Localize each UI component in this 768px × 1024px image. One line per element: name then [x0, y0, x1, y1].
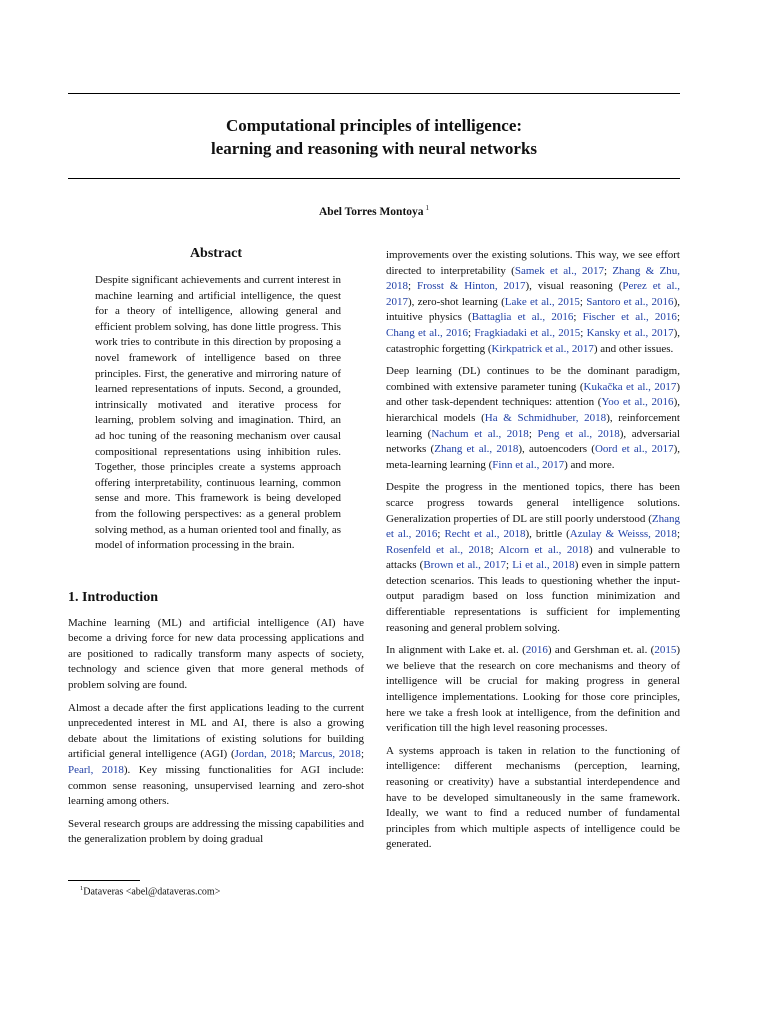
- citation-link[interactable]: Oord et al., 2017: [594, 443, 674, 456]
- citation-link[interactable]: Azulay & Weisss, 2018: [569, 528, 677, 541]
- title-line-1: Computational principles of intelligence:: [225, 116, 523, 135]
- text-run: ), visual reasoning (: [525, 280, 623, 293]
- text-run: ;: [528, 427, 538, 440]
- title-line-2: learning and reasoning with neural networks: [210, 139, 538, 158]
- abstract-text: Despite significant achievements and current interest in machine learning and artificial intelligence, the quest for a theory of intelligence, allowing general and efficient problem solving, has done little progress. This work tries to contribute in this direction by proposing a novel framework of intelligence based on three principles. First, the generative and mirroring nature of learned representations of inputs. Second, a grounded, intrinsically motivated and iterative process for learning, problem solving and imagination. Third, an ad hoc tuning of the reasoning mechanism over causal compositional representations using inhibition rules. Together, those principles create a systems approach offering interpretability, continuous learning, common sense and more. This framework is being developed from the following perspectives: as a general problem solving method, as a human oriented tool and finally, as model of information processing in the brain.: [95, 274, 341, 552]
- citation-link[interactable]: Ha & Schmidhuber, 2018: [484, 411, 607, 424]
- text-run: ), brittle (: [525, 528, 570, 541]
- citation-link[interactable]: Zhang et al., 2018: [434, 443, 519, 456]
- text-run: ). Key missing functionalities for AGI include: common sense reasoning, unsupervised learning and zero-shot learning among others.: [68, 764, 364, 808]
- footnote-mark: 1: [80, 885, 84, 892]
- text-run: In alignment with Lake et. al. (: [386, 644, 526, 657]
- text-run: ;: [437, 528, 445, 541]
- citation-link[interactable]: Lake et al., 2015: [504, 295, 580, 308]
- citation-link[interactable]: Peng et al., 2018: [537, 427, 620, 440]
- text-run: ;: [573, 311, 583, 324]
- right-paragraph-1: [386, 248, 680, 357]
- text-run: ), hierarchical models (: [386, 396, 680, 424]
- citation-link[interactable]: Recht et al., 2018: [444, 528, 526, 541]
- text-run: ) even in simple pattern detection scenarios. This leads to questioning whether the input-output paradigm based on loss function minimization and differentiable representations is sufficient for implementing reasoning and general problem solving.: [386, 559, 681, 634]
- text-run: Almost a decade after the first applications leading to the current unprecedented interest in ML and AI, there is also a growing debate about the limitations of existing solutions for building artificial general intelligence (AGI) (: [68, 701, 364, 761]
- citation-link[interactable]: Chang et al., 2016: [386, 326, 469, 339]
- citation-link[interactable]: 2015: [654, 644, 677, 657]
- left-column: [68, 246, 364, 855]
- text-run: improvements over the existing solutions. This way, we see effort directed to interpretability (: [386, 249, 680, 277]
- title-bottom-rule: [68, 178, 680, 179]
- abstract-heading: Abstract: [189, 246, 243, 261]
- footnote-text: Dataveras <abel@dataveras.com>: [83, 886, 221, 898]
- citation-link[interactable]: Perez et al., 2017: [386, 280, 681, 308]
- text-run: ;: [676, 311, 680, 324]
- text-run: ;: [360, 748, 364, 761]
- text-run: ) and other task-dependent techniques: attention (: [386, 380, 681, 409]
- author-name: Abel Torres Montoya: [318, 205, 424, 218]
- citation-link[interactable]: Alcorn et al., 2018: [498, 543, 589, 556]
- right-paragraph-5: A systems approach is taken in relation to the functioning of intelligence: different mechanisms (perception, learning, reasoning or creativity) have a substantial interdependence and have to be developed simultaneously in the same framework. Ideally, we want to find a reduced number of fundamental principles from which multiple aspects of intelligence could be generated.: [386, 744, 680, 851]
- text-run: ), zero-shot learning (: [408, 295, 505, 308]
- citation-link[interactable]: Zhang & Zhu, 2018: [386, 264, 680, 293]
- right-paragraph-3: [386, 480, 680, 636]
- footnote: [80, 885, 220, 897]
- text-run: ), meta-learning learning (: [386, 443, 681, 471]
- text-run: ;: [676, 528, 680, 541]
- text-run: ;: [603, 264, 613, 277]
- paper-title: [68, 114, 680, 160]
- text-run: ;: [580, 326, 587, 339]
- citation-link[interactable]: Jordan, 2018: [234, 748, 293, 761]
- text-run: ;: [468, 326, 475, 339]
- right-paragraph-2: [386, 364, 680, 473]
- citation-link[interactable]: 2016: [525, 644, 548, 657]
- text-run: ) and other issues.: [593, 342, 674, 355]
- author-footnote-mark: 1: [425, 204, 430, 212]
- citation-link[interactable]: Nachum et al., 2018: [431, 427, 529, 440]
- introduction-heading: 1. Introduction: [68, 589, 158, 605]
- citation-link[interactable]: Kansky et al., 2017: [586, 326, 674, 339]
- citation-link[interactable]: Samek et al., 2017: [514, 264, 604, 277]
- text-run: ), intuitive physics (: [386, 295, 680, 324]
- citation-link[interactable]: Kukačka et al., 2017: [583, 380, 677, 393]
- text-run: ;: [506, 559, 513, 572]
- right-paragraph-4: [386, 643, 680, 737]
- citation-link[interactable]: Brown et al., 2017: [423, 559, 506, 572]
- author-line: [68, 204, 680, 218]
- citation-link[interactable]: Fragkiadaki et al., 2015: [474, 326, 581, 339]
- intro-paragraph-2: [68, 701, 364, 810]
- footnote-rule: [68, 880, 140, 881]
- citation-link[interactable]: Rosenfeld et al., 2018: [386, 543, 491, 556]
- citation-link[interactable]: Li et al., 2018: [512, 559, 575, 572]
- citation-link[interactable]: Santoro et al., 2016: [586, 295, 674, 308]
- text-run: ), reinforcement learning (: [386, 411, 680, 440]
- text-run: ;: [490, 543, 499, 556]
- text-run: ), catastrophic forgetting (: [386, 326, 680, 355]
- citation-link[interactable]: Battaglia et al., 2016: [471, 311, 574, 324]
- text-run: ) and Gershman et. al. (: [547, 644, 655, 657]
- text-run: Deep learning (DL) continues to be the dominant paradigm, combined with extensive parameter tuning (: [386, 365, 680, 393]
- top-rule: [68, 93, 680, 94]
- text-run: ;: [292, 748, 300, 761]
- citation-link[interactable]: Fischer et al., 2016: [582, 311, 677, 324]
- intro-paragraph-1: Machine learning (ML) and artificial intelligence (AI) have become a driving force for new data processing applications and are positioned to radically transform many aspects of society, technology and science given that more general methods of problem solving are found.: [68, 616, 364, 692]
- citation-link[interactable]: Yoo et al., 2016: [601, 396, 674, 409]
- text-run: ) and vulnerable to attacks (: [386, 543, 680, 572]
- text-run: ), autoencoders (: [518, 443, 595, 456]
- citation-link[interactable]: Marcus, 2018: [299, 748, 361, 761]
- citation-link[interactable]: Frosst & Hinton, 2017: [416, 280, 526, 293]
- text-run: Despite the progress in the mentioned topics, there has been scarce progress towards general intelligence solutions. Generalization properties of DL are still poorly understood (: [386, 481, 680, 525]
- text-run: ;: [579, 295, 587, 308]
- text-run: ) we believe that the research on core mechanisms and theory of intelligence will be crucial for making progress in general intelligence implementations. Looking for those core principles, here we take a fresh look at intelligence, from the definition and verification till the high level reasoning processes.: [386, 644, 681, 735]
- text-run: ;: [408, 280, 417, 293]
- citation-link[interactable]: Pearl, 2018: [68, 764, 124, 777]
- citation-link[interactable]: Zhang et al., 2016: [386, 512, 680, 541]
- citation-link[interactable]: Kirkpatrick et al., 2017: [491, 342, 594, 355]
- right-column: [386, 248, 680, 860]
- intro-paragraph-3: Several research groups are addressing the missing capabilities and the generalization problem by doing gradual: [68, 817, 364, 846]
- text-run: ), adversarial networks (: [386, 427, 680, 456]
- citation-link[interactable]: Finn et al., 2017: [492, 458, 565, 471]
- text-run: ) and more.: [564, 458, 615, 471]
